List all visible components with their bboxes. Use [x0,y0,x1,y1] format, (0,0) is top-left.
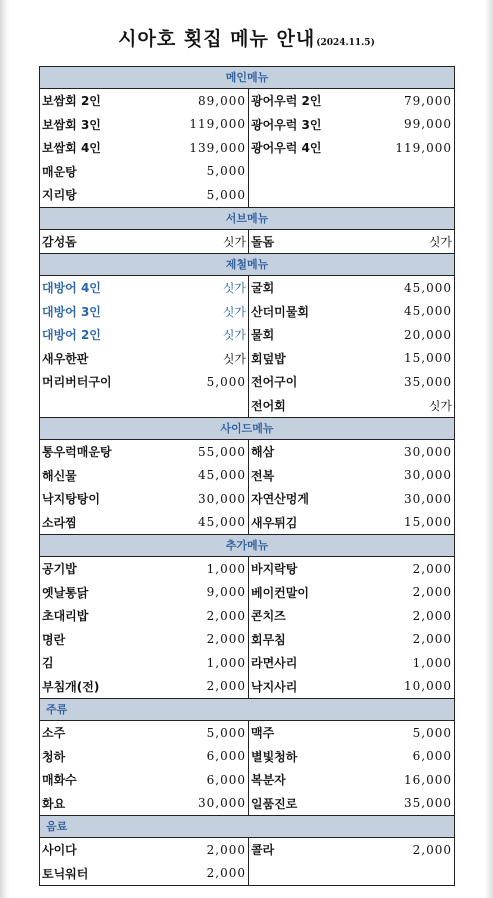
menu-item [249,394,454,418]
right-page-edge [485,0,493,898]
menu-item [40,581,248,605]
left-column [40,557,249,698]
empty-cell [249,862,454,886]
menu-item [249,557,454,581]
menu-item [40,838,248,862]
menu-item [249,300,454,324]
item-name: 산더미물회 [251,304,309,319]
item-price: 20,000 [404,327,452,342]
item-name: 공기밥 [42,562,77,577]
item-price: 6,000 [206,749,246,764]
item-name: 굴회 [251,281,275,296]
item-name: 부침개(전) [42,679,100,694]
item-name: 보쌈회 2인 [42,94,101,109]
menu-item [40,792,248,816]
section-body [40,721,454,816]
menu-item [249,230,454,254]
left-column [40,230,249,254]
menu-item [249,464,454,488]
section-body [40,276,454,418]
item-name: 옛날통닭 [42,585,89,600]
item-price: 45,000 [198,515,246,530]
right-column [249,721,454,815]
item-name: 대방어 2인 [42,328,101,343]
item-price: 1,000 [412,655,452,670]
section-header: 주류 [40,699,454,721]
item-name: 전어회 [251,398,286,413]
menu-section [40,816,454,886]
item-name: 회무침 [251,632,286,647]
page-title [0,24,493,51]
left-column [40,838,249,885]
menu-item [40,230,248,254]
item-price: 10,000 [404,679,452,694]
menu-item [249,745,454,769]
menu-item [40,347,248,371]
item-price: 2,000 [206,632,246,647]
item-price: 45,000 [198,468,246,483]
item-price: 2,000 [412,842,452,857]
item-name: 라면사리 [251,656,298,671]
item-price: 싯가 [222,328,246,343]
section-body [40,557,454,699]
item-price: 15,000 [404,515,452,530]
item-name: 지리탕 [42,188,77,203]
item-price: 30,000 [198,491,246,506]
item-name: 통우럭매운탕 [42,445,112,460]
title-date: (2024.11.5) [316,38,375,48]
menu-item [249,604,454,628]
section-header: 서브메뉴 [40,208,454,230]
item-price: 35,000 [404,374,452,389]
item-price: 119,000 [395,140,452,155]
empty-cell [40,394,248,418]
item-name: 일품진로 [251,796,298,811]
section-header: 제철메뉴 [40,254,454,276]
menu-item [40,160,248,184]
item-price: 55,000 [198,444,246,459]
menu-item [249,768,454,792]
item-price: 89,000 [198,93,246,108]
item-name: 회덮밥 [251,351,286,366]
item-price: 45,000 [404,280,452,295]
item-name: 자연산멍게 [251,492,309,507]
right-column [249,440,454,534]
item-name: 토닉워터 [42,866,89,881]
item-name: 콜라 [251,843,275,858]
item-price: 2,000 [206,608,246,623]
menu-item [249,838,454,862]
menu-item [40,464,248,488]
item-name: 돌돔 [251,234,275,249]
item-price: 99,000 [404,117,452,132]
menu-item [40,136,248,160]
menu-item [249,136,454,160]
item-name: 물회 [251,328,275,343]
right-column [249,557,454,698]
item-name: 복분자 [251,773,286,788]
item-price: 30,000 [404,491,452,506]
item-price: 싯가 [222,281,246,296]
item-name: 소주 [42,726,66,741]
menu-item [249,276,454,300]
section-body [40,440,454,535]
item-price: 5,000 [206,725,246,740]
item-name: 매운탕 [42,164,77,179]
menu-item [249,323,454,347]
menu-section [40,208,454,255]
item-price: 싯가 [428,398,452,413]
menu-item [249,487,454,511]
menu-item [249,89,454,113]
item-name: 새우튀김 [251,515,298,530]
section-header: 추가메뉴 [40,535,454,557]
item-price: 5,000 [412,725,452,740]
item-name: 별빛청하 [251,749,298,764]
empty-cell [249,183,454,207]
section-header: 음료 [40,816,454,838]
section-header: 사이드메뉴 [40,418,454,440]
menu-item [40,862,248,886]
item-price: 1,000 [206,655,246,670]
item-name: 해삼 [251,445,275,460]
menu-item [40,745,248,769]
item-price: 싯가 [428,234,452,249]
item-name: 바지락탕 [251,562,298,577]
item-price: 2,000 [412,585,452,600]
menu-section [40,535,454,699]
menu-item [40,721,248,745]
menu-item [249,792,454,816]
section-body [40,89,454,208]
item-price: 35,000 [404,796,452,811]
right-column [249,276,454,417]
menu-item [40,276,248,300]
empty-cell [249,160,454,184]
title-text: 시아호 횟집 메뉴 안내 [118,28,316,50]
left-column [40,89,249,207]
right-column [249,838,454,885]
left-column [40,276,249,417]
menu-item [40,323,248,347]
menu-item [40,370,248,394]
item-name: 명란 [42,632,66,647]
item-price: 119,000 [189,117,246,132]
menu-section [40,254,454,418]
menu-item [40,768,248,792]
item-name: 화요 [42,796,66,811]
menu-item [40,628,248,652]
menu-item [40,675,248,699]
menu-item [249,581,454,605]
item-price: 2,000 [206,866,246,881]
item-name: 해신물 [42,468,77,483]
item-price: 45,000 [404,304,452,319]
item-name: 베이컨말이 [251,585,309,600]
item-price: 싯가 [222,234,246,249]
menu-item [249,628,454,652]
item-name: 맥주 [251,726,275,741]
item-name: 대방어 4인 [42,281,101,296]
menu-section [40,418,454,535]
menu-item [249,347,454,371]
item-name: 콘치즈 [251,609,286,624]
item-price: 9,000 [206,585,246,600]
menu-item [40,113,248,137]
item-name: 광어우럭 2인 [251,94,322,109]
menu-item [40,604,248,628]
section-header: 메인메뉴 [40,67,454,89]
item-price: 79,000 [404,93,452,108]
item-price: 2,000 [206,842,246,857]
menu-item [249,651,454,675]
item-price: 2,000 [206,679,246,694]
item-name: 새우한판 [42,351,89,366]
menu-table [39,66,455,886]
item-price: 16,000 [404,772,452,787]
right-column [249,230,454,254]
item-name: 광어우럭 3인 [251,117,322,132]
menu-item [40,557,248,581]
item-price: 30,000 [404,444,452,459]
left-column [40,440,249,534]
menu-item [40,89,248,113]
item-name: 청하 [42,749,66,764]
section-body [40,230,454,255]
item-name: 전복 [251,468,275,483]
item-price: 2,000 [412,608,452,623]
menu-item [249,721,454,745]
item-price: 싯가 [222,351,246,366]
item-name: 감성돔 [42,234,77,249]
menu-item [249,370,454,394]
menu-item [40,511,248,535]
item-price: 5,000 [206,164,246,179]
item-name: 소라찜 [42,515,77,530]
item-name: 김 [42,656,54,671]
item-price: 15,000 [404,351,452,366]
item-name: 매화수 [42,773,77,788]
item-price: 30,000 [198,796,246,811]
item-price: 5,000 [206,374,246,389]
menu-item [249,511,454,535]
item-name: 낙지탕탕이 [42,492,100,507]
item-name: 초대리밥 [42,609,89,624]
menu-item [249,440,454,464]
item-price: 2,000 [412,632,452,647]
item-name: 보쌈회 3인 [42,117,101,132]
right-column [249,89,454,207]
menu-item [40,183,248,207]
menu-item [40,651,248,675]
item-name: 광어우럭 4인 [251,141,322,156]
item-name: 낙지사리 [251,679,298,694]
section-body [40,838,454,886]
item-price: 싯가 [222,304,246,319]
item-price: 6,000 [206,772,246,787]
item-price: 1,000 [206,561,246,576]
item-name: 머리버터구이 [42,375,112,390]
item-name: 대방어 3인 [42,304,101,319]
left-page-edge [0,0,10,898]
menu-item [40,487,248,511]
item-name: 전어구이 [251,375,298,390]
menu-item [40,300,248,324]
menu-item [249,675,454,699]
item-price: 139,000 [189,140,246,155]
item-name: 보쌈회 4인 [42,141,101,156]
item-price: 6,000 [412,749,452,764]
menu-item [40,440,248,464]
item-price: 5,000 [206,187,246,202]
item-name: 사이다 [42,843,77,858]
menu-item [249,113,454,137]
left-column [40,721,249,815]
menu-section [40,699,454,816]
item-price: 2,000 [412,561,452,576]
menu-section [40,67,454,208]
item-price: 30,000 [404,468,452,483]
